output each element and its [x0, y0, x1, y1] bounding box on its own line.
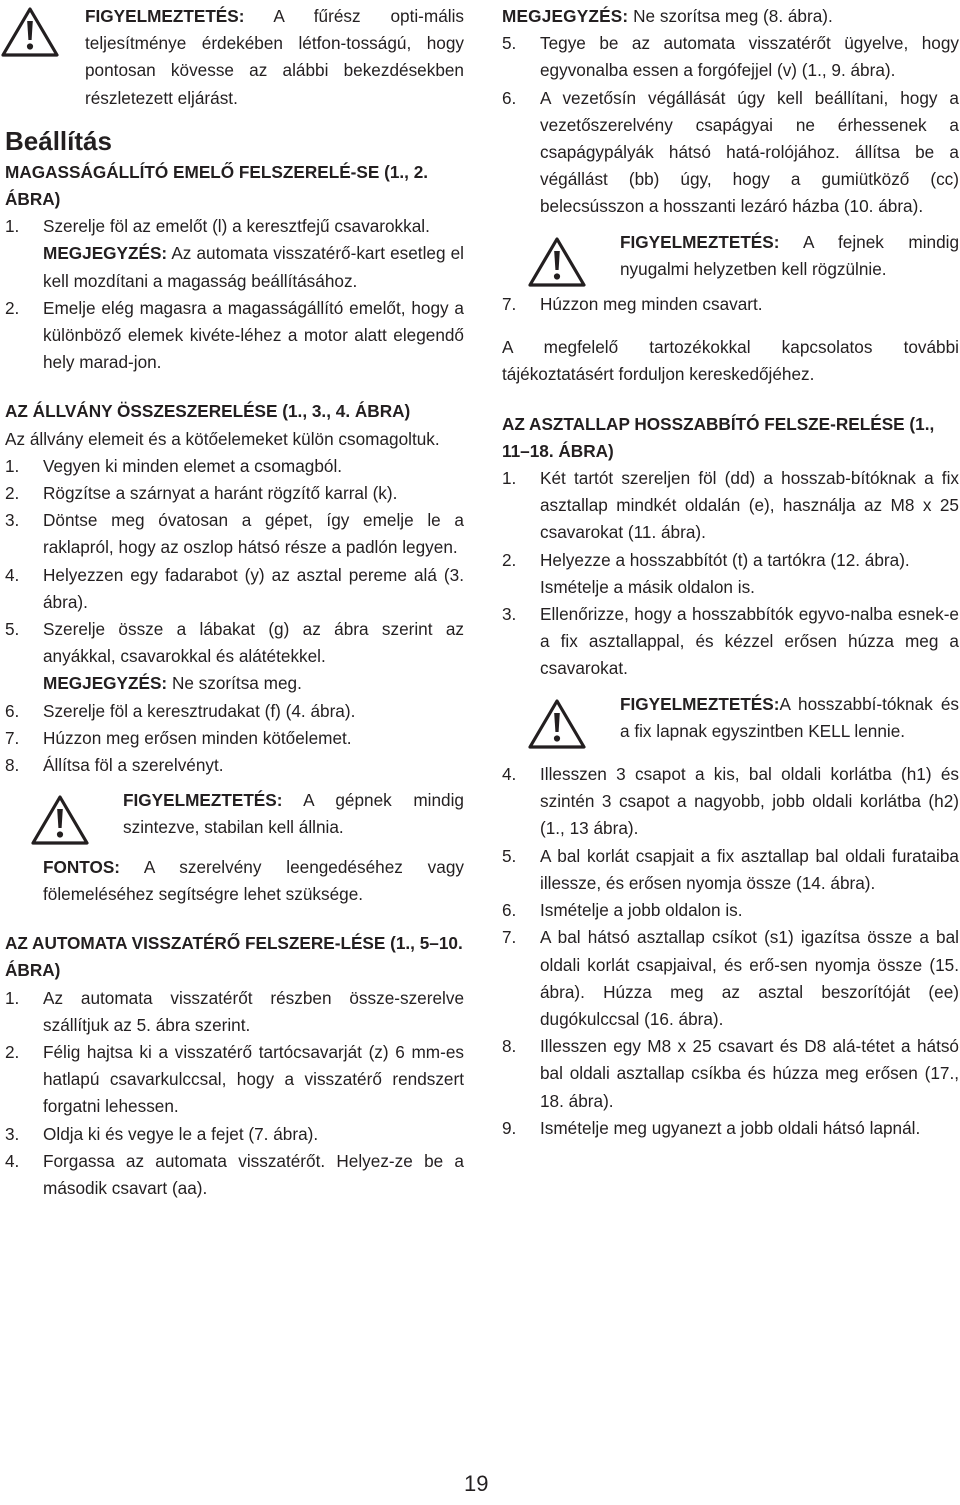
warning-triangle-icon [31, 795, 89, 845]
warning-level-machine [5, 787, 464, 841]
important-label: FONTOS: [43, 856, 121, 877]
section-intro: Az állvány elemeit és a kötőelemeket külön csomagoltuk. [5, 428, 440, 449]
important-text: A szerelvény leengedéséhez vagy fölemeléséhez segítségre lehet szüksége. [43, 856, 464, 904]
list-item [502, 465, 959, 547]
warning-label: FIGYELMEZTETÉS: [123, 790, 283, 811]
list-item [502, 85, 959, 221]
item-text: Húzzon meg erősen minden kötőelemet. [43, 727, 352, 748]
item-text: Döntse meg óvatosan a gépet, így emelje le a raklapról, hogy az oszlop hátsó része a padlón legyen. [43, 510, 464, 558]
important-note [5, 854, 464, 908]
item-text: Tegye be az automata visszatérőt ügyelve, hogy egyvonalba essen a forgófejjel (v) (1., 9. ábra). [540, 33, 959, 81]
list-item [5, 562, 464, 616]
item-number: 1. [5, 216, 20, 237]
note [502, 3, 959, 30]
warning-label: FIGYELMEZTETÉS: [85, 6, 245, 26]
item-number: 1. [5, 455, 20, 476]
item-number: 8. [5, 755, 20, 776]
item-number: 2. [5, 1041, 20, 1062]
item-number: 2. [502, 549, 517, 570]
list-item [5, 480, 464, 507]
warning-triangle-icon [1, 7, 59, 57]
item-text: A vezetősín végállását úgy kell beállítani, hogy a vezetőszerelvény csapágyai ne érhessenek a csapágypályák hátsó hatá-rolójához. állítsa be a végállást (bb) úgy, hogy a gumiütköző (cc) belecsússzon a hosszanti lezáró házba (10. ábra). [540, 87, 959, 217]
item-number: 6. [502, 900, 517, 921]
section-heading-stand-assembly: AZ ÁLLVÁNY ÖSSZESZERELÉSE (1., 3., 4. ÁBRA) [5, 401, 411, 422]
page-number: 19 [464, 1471, 489, 1496]
item-text: Forgassa az automata visszatérőt. Helyez-ze be a második csavart (aa). [43, 1150, 464, 1198]
list-item [502, 291, 959, 318]
note [5, 670, 464, 697]
item-text: Oldja ki és vegye le a fejet (7. ábra). [43, 1123, 319, 1144]
item-text: Vegyen ki minden elemet a csomagból. [43, 455, 343, 476]
item-text: Illesszen 3 csapot a kis, bal oldali korlátba (h1) és szintén 3 csapot a nagyobb, jobb oldali korlátba (h2) (1., 13 ábra). [540, 764, 959, 839]
list-item [502, 601, 959, 683]
item-text: Félig hajtsa ki a visszatérő tartócsavarját (z) 6 mm-es hatlapú csavarkulccsal, hogy a visszatérő rendszert forgatni lehessen. [43, 1041, 464, 1117]
note-text: Ne szorítsa meg (8. ábra). [633, 6, 833, 26]
item-number: 6. [5, 700, 20, 721]
dealer-note: A megfelelő tartozékokkal kapcsolatos további tájékoztatásért forduljon kereskedőjéhez. [502, 337, 959, 385]
item-text: Szerelje össze a lábakat (g) az ábra szerint az anyákkal, csavarokkal és alátétekkel. [43, 619, 464, 667]
warning-label: FIGYELMEZTETÉS: [620, 231, 780, 252]
item-number: 7. [502, 294, 517, 315]
list-item [5, 752, 464, 779]
list-item [5, 1039, 464, 1121]
list-item [5, 213, 464, 240]
item-number: 4. [5, 564, 20, 585]
item-number: 8. [502, 1036, 517, 1057]
list-item [5, 507, 464, 561]
note-label: MEGJEGYZÉS: [43, 243, 168, 264]
item-text: Az automata visszatérőt részben össze-szerelve szállítjuk az 5. ábra szerint. [43, 987, 464, 1035]
warning-text: A hosszabbí-tóknak és a fix lapnak egyszintben KELL lennie. [620, 693, 959, 741]
item-text: Illesszen egy M8 x 25 csavart és D8 alá-tétet a hátsó bal oldali asztallap csíkba és húzza meg erősen (17., 18. ábra). [540, 1036, 959, 1111]
list-item [5, 1121, 464, 1148]
item-text: Két tartót szereljen föl (dd) a hosszab-bítóknak a fix asztallap mindkét oldalán (e), használja az M8 x 25 csavarokat (11. ábra). [540, 468, 959, 543]
list-item [502, 1033, 959, 1115]
repeat-note: Ismételje a másik oldalon is. [540, 576, 755, 597]
item-number: 3. [502, 604, 517, 625]
section-heading-table-extension: AZ ASZTALLAP HOSSZABBÍTÓ FELSZE-RELÉSE (1., 11–18. ÁBRA) [502, 413, 935, 461]
item-number: 9. [502, 1117, 517, 1138]
note [5, 240, 464, 294]
item-number: 5. [502, 845, 517, 866]
section-heading-auto-return: AZ AUTOMATA VISSZATÉRŐ FELSZERE-LÉSE (1., 5–10. ÁBRA) [5, 933, 463, 981]
warning-label: FIGYELMEZTETÉS: [620, 693, 780, 714]
warning-text: A fejnek mindig nyugalmi helyzetben kell rögzülnie. [620, 231, 960, 279]
item-text: Helyezze a hosszabbítót (t) a tartókra (12. ábra). [540, 549, 910, 570]
list-item [502, 924, 959, 1033]
item-text: Ellenőrizze, hogy a hosszabbítók egyvo-nalba esnek-e a fix asztallappal, és kézzel erősen húzza meg a csavarokat. [540, 604, 959, 679]
item-number: 1. [5, 987, 20, 1008]
note-label: MEGJEGYZÉS: [43, 673, 168, 694]
list-item [5, 985, 464, 1039]
item-number: 4. [502, 764, 517, 785]
list-item [502, 1115, 959, 1142]
item-number: 5. [5, 619, 20, 640]
item-text: A bal korlát csapjait a fix asztallap bal oldali furataiba illessze, és erősen nyomja össze (14. ábra). [540, 845, 959, 893]
left-column [5, 3, 464, 1202]
item-number: 5. [502, 33, 517, 54]
warning-optimal-performance [5, 3, 464, 112]
list-item [502, 897, 959, 924]
list-item [5, 295, 464, 377]
note-label: MEGJEGYZÉS: [502, 6, 629, 26]
item-number: 2. [5, 297, 20, 318]
item-number: 7. [502, 927, 517, 948]
right-column [502, 3, 959, 1142]
item-text: Szerelje föl az emelőt (l) a keresztfejű csavarokkal. [43, 216, 430, 237]
item-number: 1. [502, 468, 517, 489]
item-text: Rögzítse a szárnyat a haránt rögzítő karral (k). [43, 483, 398, 504]
list-item [502, 843, 959, 897]
item-text: Emelje elég magasra a magasságállító emelőt, hogy a különböző elemek kivéte-léhez a motor alatt elegendő hely marad-jon. [43, 297, 464, 373]
item-number: 2. [5, 483, 20, 504]
item-text: A bal hátsó asztallap csíkot (s1) igazítsa össze a bal oldali korlát csapjaival, és erő-sen nyomja össze (15. ábra). Húzza meg az asztal beszorítóját (ee) dugókulccsal (16. ábra). [540, 927, 959, 1029]
item-text: Szerelje föl a keresztrudakat (f) (4. ábra). [43, 700, 356, 721]
note-text: Az automata visszatérő-kart esetleg el kell mozdítani a magasság beállításához. [43, 243, 464, 291]
item-number: 4. [5, 1150, 20, 1171]
item-text: Ismételje a jobb oldalon is. [540, 900, 743, 921]
list-item [5, 1148, 464, 1202]
list-item [502, 30, 959, 84]
item-number: 3. [5, 1123, 20, 1144]
warning-text: A gépnek mindig szintezve, stabilan kell állnia. [123, 790, 464, 838]
item-text: Helyezzen egy fadarabot (y) az asztal pereme alá (3. ábra). [43, 564, 464, 612]
item-text: Húzzon meg minden csavart. [540, 294, 763, 315]
item-number: 3. [5, 510, 20, 531]
item-text: Állítsa föl a szerelvényt. [43, 755, 224, 776]
item-text: Ismételje meg ugyanezt a jobb oldali hátsó lapnál. [540, 1117, 921, 1138]
list-item [5, 453, 464, 480]
warning-head-rest [502, 229, 959, 283]
list-item [5, 616, 464, 670]
section-title: Beállítás [5, 125, 112, 156]
item-number: 7. [5, 727, 20, 748]
section-heading-height-lever: MAGASSÁGÁLLÍTÓ EMELŐ FELSZERELÉ-SE (1., 2. ÁBRA) [5, 161, 429, 210]
list-item [502, 547, 959, 574]
list-item [5, 725, 464, 752]
note-text: Ne szorítsa meg. [171, 673, 302, 694]
warning-triangle-icon [528, 699, 586, 749]
item-number: 6. [502, 87, 517, 108]
list-item [502, 761, 959, 843]
warning-extension-level [502, 691, 959, 745]
warning-triangle-icon [528, 237, 586, 287]
warning-text: A fűrész opti-mális teljesítménye érdekében létfon-tosságú, hogy pontosan kövesse az alábbi bekezdésekben részletezett eljárást. [85, 6, 464, 108]
list-item [5, 698, 464, 725]
